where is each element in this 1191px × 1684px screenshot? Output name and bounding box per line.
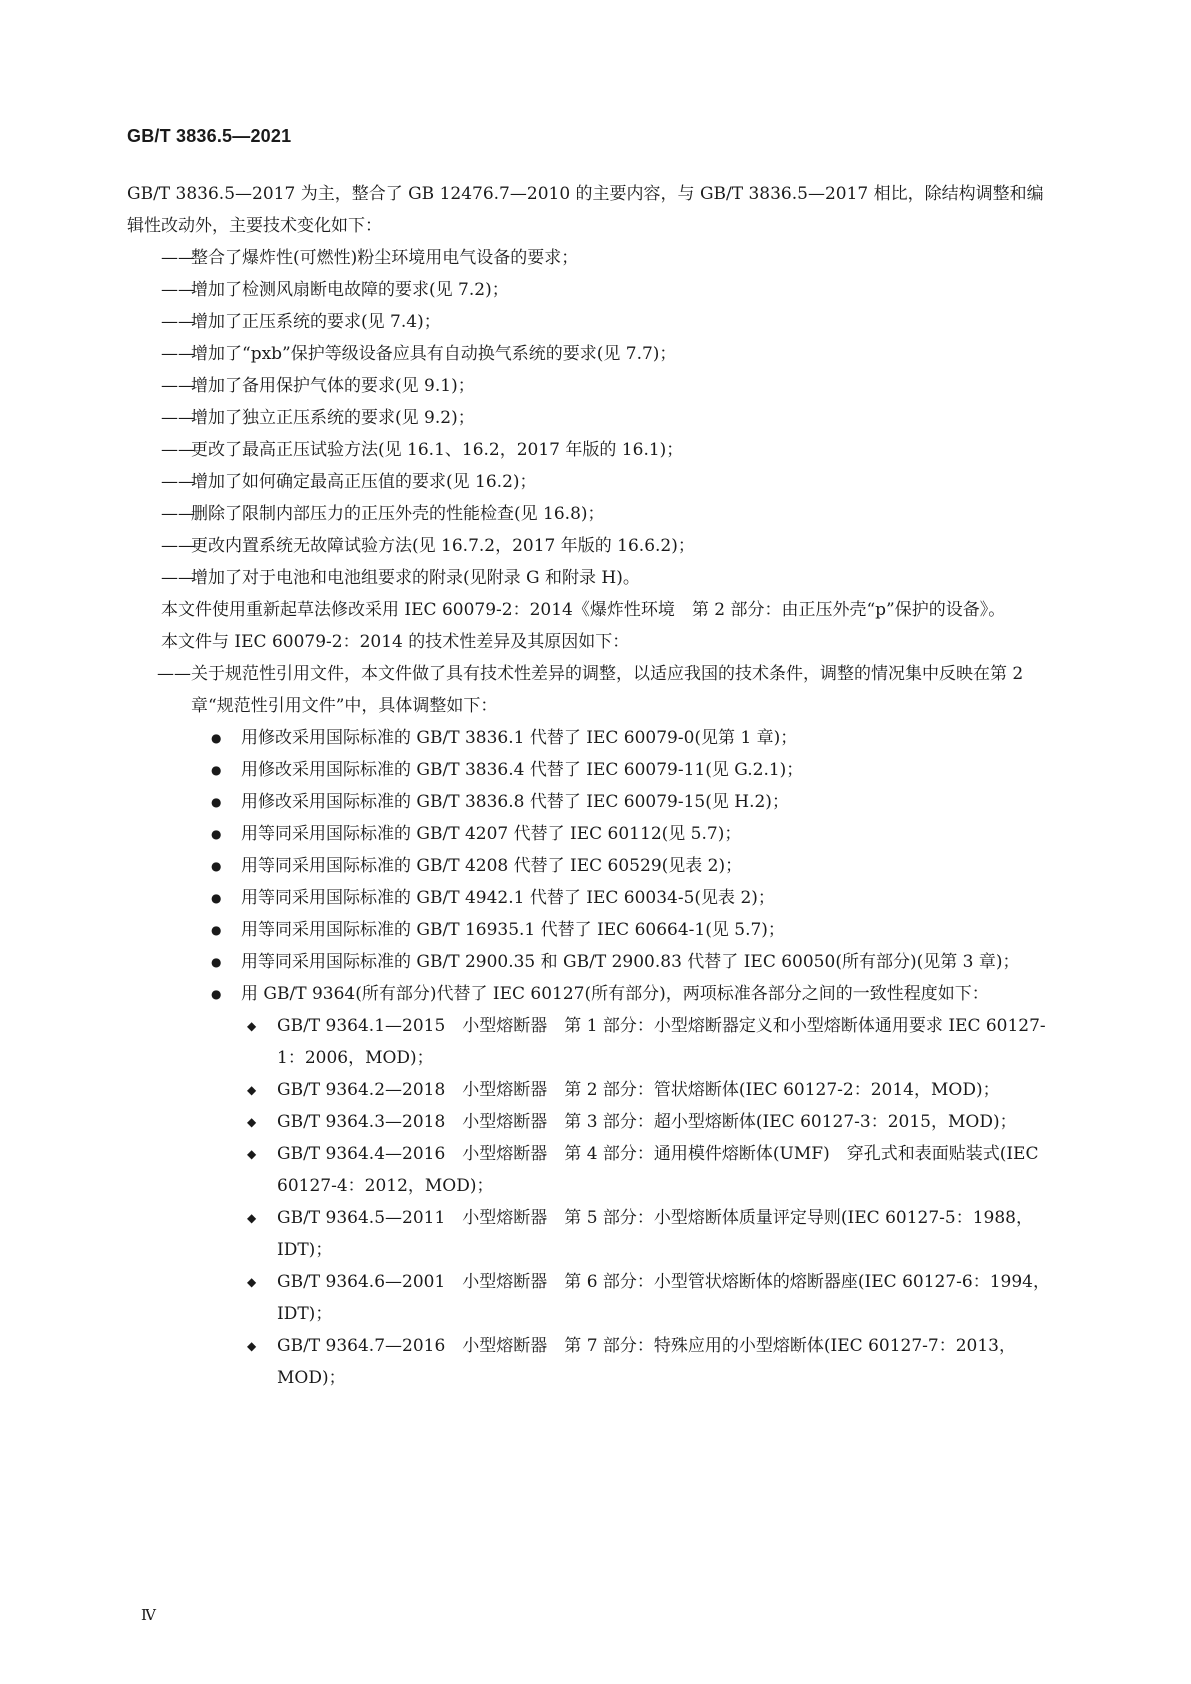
normative-refs-item: —— 关于规范性引用文件，本文件做了具有技术性差异的调整，以适应我国的技术条件，调整的情况集中反映在第 2 章“规范性引用文件”中，具体调整如下： — [127, 658, 1057, 722]
list-item: —— 删除了限制内部压力的正压外壳的性能检查(见 16.8)； — [127, 498, 1057, 530]
list-item: ● 用修改采用国际标准的 GB/T 3836.4 代替了 IEC 60079-11(见 G.2.1)； — [127, 754, 1057, 786]
list-item: ● 用等同采用国际标准的 GB/T 4942.1 代替了 IEC 60034-5(见表 2)； — [127, 882, 1057, 914]
list-item: ● 用等同采用国际标准的 GB/T 4207 代替了 IEC 60112(见 5.7)； — [127, 818, 1057, 850]
list-item: ◆ GB/T 9364.1—2015 小型熔断器 第 1 部分：小型熔断器定义和小型熔断体通用要求 IEC 60127-1：2006，MOD)； — [127, 1010, 1057, 1074]
list-item: ● 用修改采用国际标准的 GB/T 3836.1 代替了 IEC 60079-0(见第 1 章)； — [127, 722, 1057, 754]
dash-marker: —— — [161, 280, 195, 300]
fuse-standard-list — [127, 1010, 1057, 1394]
page-number: Ⅳ — [141, 1606, 156, 1624]
list-item: —— 整合了爆炸性(可燃性)粉尘环境用电气设备的要求； — [127, 242, 1057, 274]
reference-replacement-list — [127, 722, 1057, 1010]
bullet-icon: ● — [211, 859, 222, 873]
diamond-icon: ◆ — [247, 1339, 257, 1353]
bullet-icon: ● — [211, 891, 222, 905]
change-list — [127, 242, 1057, 594]
dash-marker: —— — [161, 248, 195, 268]
list-item: ● 用等同采用国际标准的 GB/T 16935.1 代替了 IEC 60664-1(见 5.7)； — [127, 914, 1057, 946]
list-item: —— 增加了如何确定最高正压值的要求(见 16.2)； — [127, 466, 1057, 498]
diamond-icon: ◆ — [247, 1275, 257, 1289]
list-item: —— 增加了对于电池和电池组要求的附录(见附录 G 和附录 H)。 — [127, 562, 1057, 594]
list-item: ◆ GB/T 9364.6—2001 小型熔断器 第 6 部分：小型管状熔断体的熔断器座(IEC 60127-6：1994，IDT)； — [127, 1266, 1057, 1330]
adoption-paragraph: 本文件使用重新起草法修改采用 IEC 60079-2：2014《爆炸性环境 第 2 部分：由正压外壳“p”保护的设备》。 — [161, 600, 1006, 620]
foreword-body — [127, 178, 1057, 1394]
list-item: ◆ GB/T 9364.2—2018 小型熔断器 第 2 部分：管状熔断体(IEC 60127-2：2014，MOD)； — [127, 1074, 1057, 1106]
list-item: —— 更改内置系统无故障试验方法(见 16.7.2，2017 年版的 16.6.2)； — [127, 530, 1057, 562]
list-item: ◆ GB/T 9364.3—2018 小型熔断器 第 3 部分：超小型熔断体(IEC 60127-3：2015，MOD)； — [127, 1106, 1057, 1138]
list-item: ● 用 GB/T 9364(所有部分)代替了 IEC 60127(所有部分)，两项标准各部分之间的一致性程度如下： — [127, 978, 1057, 1010]
dash-marker: —— — [161, 568, 195, 588]
diamond-icon: ◆ — [247, 1211, 257, 1225]
diamond-icon: ◆ — [247, 1147, 257, 1161]
bullet-icon: ● — [211, 923, 222, 937]
differences-intro: 本文件与 IEC 60079-2：2014 的技术性差异及其原因如下： — [161, 632, 630, 652]
list-item: ◆ GB/T 9364.7—2016 小型熔断器 第 7 部分：特殊应用的小型熔断体(IEC 60127-7：2013，MOD)； — [127, 1330, 1057, 1394]
bullet-icon: ● — [211, 827, 222, 841]
bullet-icon: ● — [211, 955, 222, 969]
dash-marker: —— — [161, 472, 195, 492]
dash-marker: —— — [161, 440, 195, 460]
list-item: —— 增加了检测风扇断电故障的要求(见 7.2)； — [127, 274, 1057, 306]
list-item: —— 增加了“pxb”保护等级设备应具有自动换气系统的要求(见 7.7)； — [127, 338, 1057, 370]
dash-marker: —— — [161, 344, 195, 364]
intro-paragraph: GB/T 3836.5—2017 为主，整合了 GB 12476.7—2010 的主要内容，与 GB/T 3836.5—2017 相比，除结构调整和编辑性改动外，主要技术变化如下： — [127, 184, 1044, 236]
dash-marker: —— — [161, 504, 195, 524]
diamond-icon: ◆ — [247, 1083, 257, 1097]
dash-marker: —— — [157, 664, 191, 684]
bullet-icon: ● — [211, 987, 222, 1001]
list-item: —— 增加了独立正压系统的要求(见 9.2)； — [127, 402, 1057, 434]
diamond-icon: ◆ — [247, 1019, 257, 1033]
dash-marker: —— — [161, 312, 195, 332]
bullet-icon: ● — [211, 795, 222, 809]
bullet-icon: ● — [211, 731, 222, 745]
list-item: ◆ GB/T 9364.4—2016 小型熔断器 第 4 部分：通用模件熔断体(UMF) 穿孔式和表面贴装式(IEC 60127-4：2012，MOD)； — [127, 1138, 1057, 1202]
dash-marker: —— — [161, 536, 195, 556]
dash-marker: —— — [161, 408, 195, 428]
list-item: —— 更改了最高正压试验方法(见 16.1、16.2，2017 年版的 16.1)； — [127, 434, 1057, 466]
standard-code-header: GB/T 3836.5—2021 — [127, 126, 292, 146]
bullet-icon: ● — [211, 763, 222, 777]
dash-marker: —— — [161, 376, 195, 396]
list-item: ◆ GB/T 9364.5—2011 小型熔断器 第 5 部分：小型熔断体质量评定导则(IEC 60127-5：1988，IDT)； — [127, 1202, 1057, 1266]
diamond-icon: ◆ — [247, 1115, 257, 1129]
list-item: —— 增加了正压系统的要求(见 7.4)； — [127, 306, 1057, 338]
list-item: ● 用修改采用国际标准的 GB/T 3836.8 代替了 IEC 60079-15(见 H.2)； — [127, 786, 1057, 818]
list-item: —— 增加了备用保护气体的要求(见 9.1)； — [127, 370, 1057, 402]
list-item: ● 用等同采用国际标准的 GB/T 2900.35 和 GB/T 2900.83 代替了 IEC 60050(所有部分)(见第 3 章)； — [127, 946, 1057, 978]
list-item: ● 用等同采用国际标准的 GB/T 4208 代替了 IEC 60529(见表 2)； — [127, 850, 1057, 882]
